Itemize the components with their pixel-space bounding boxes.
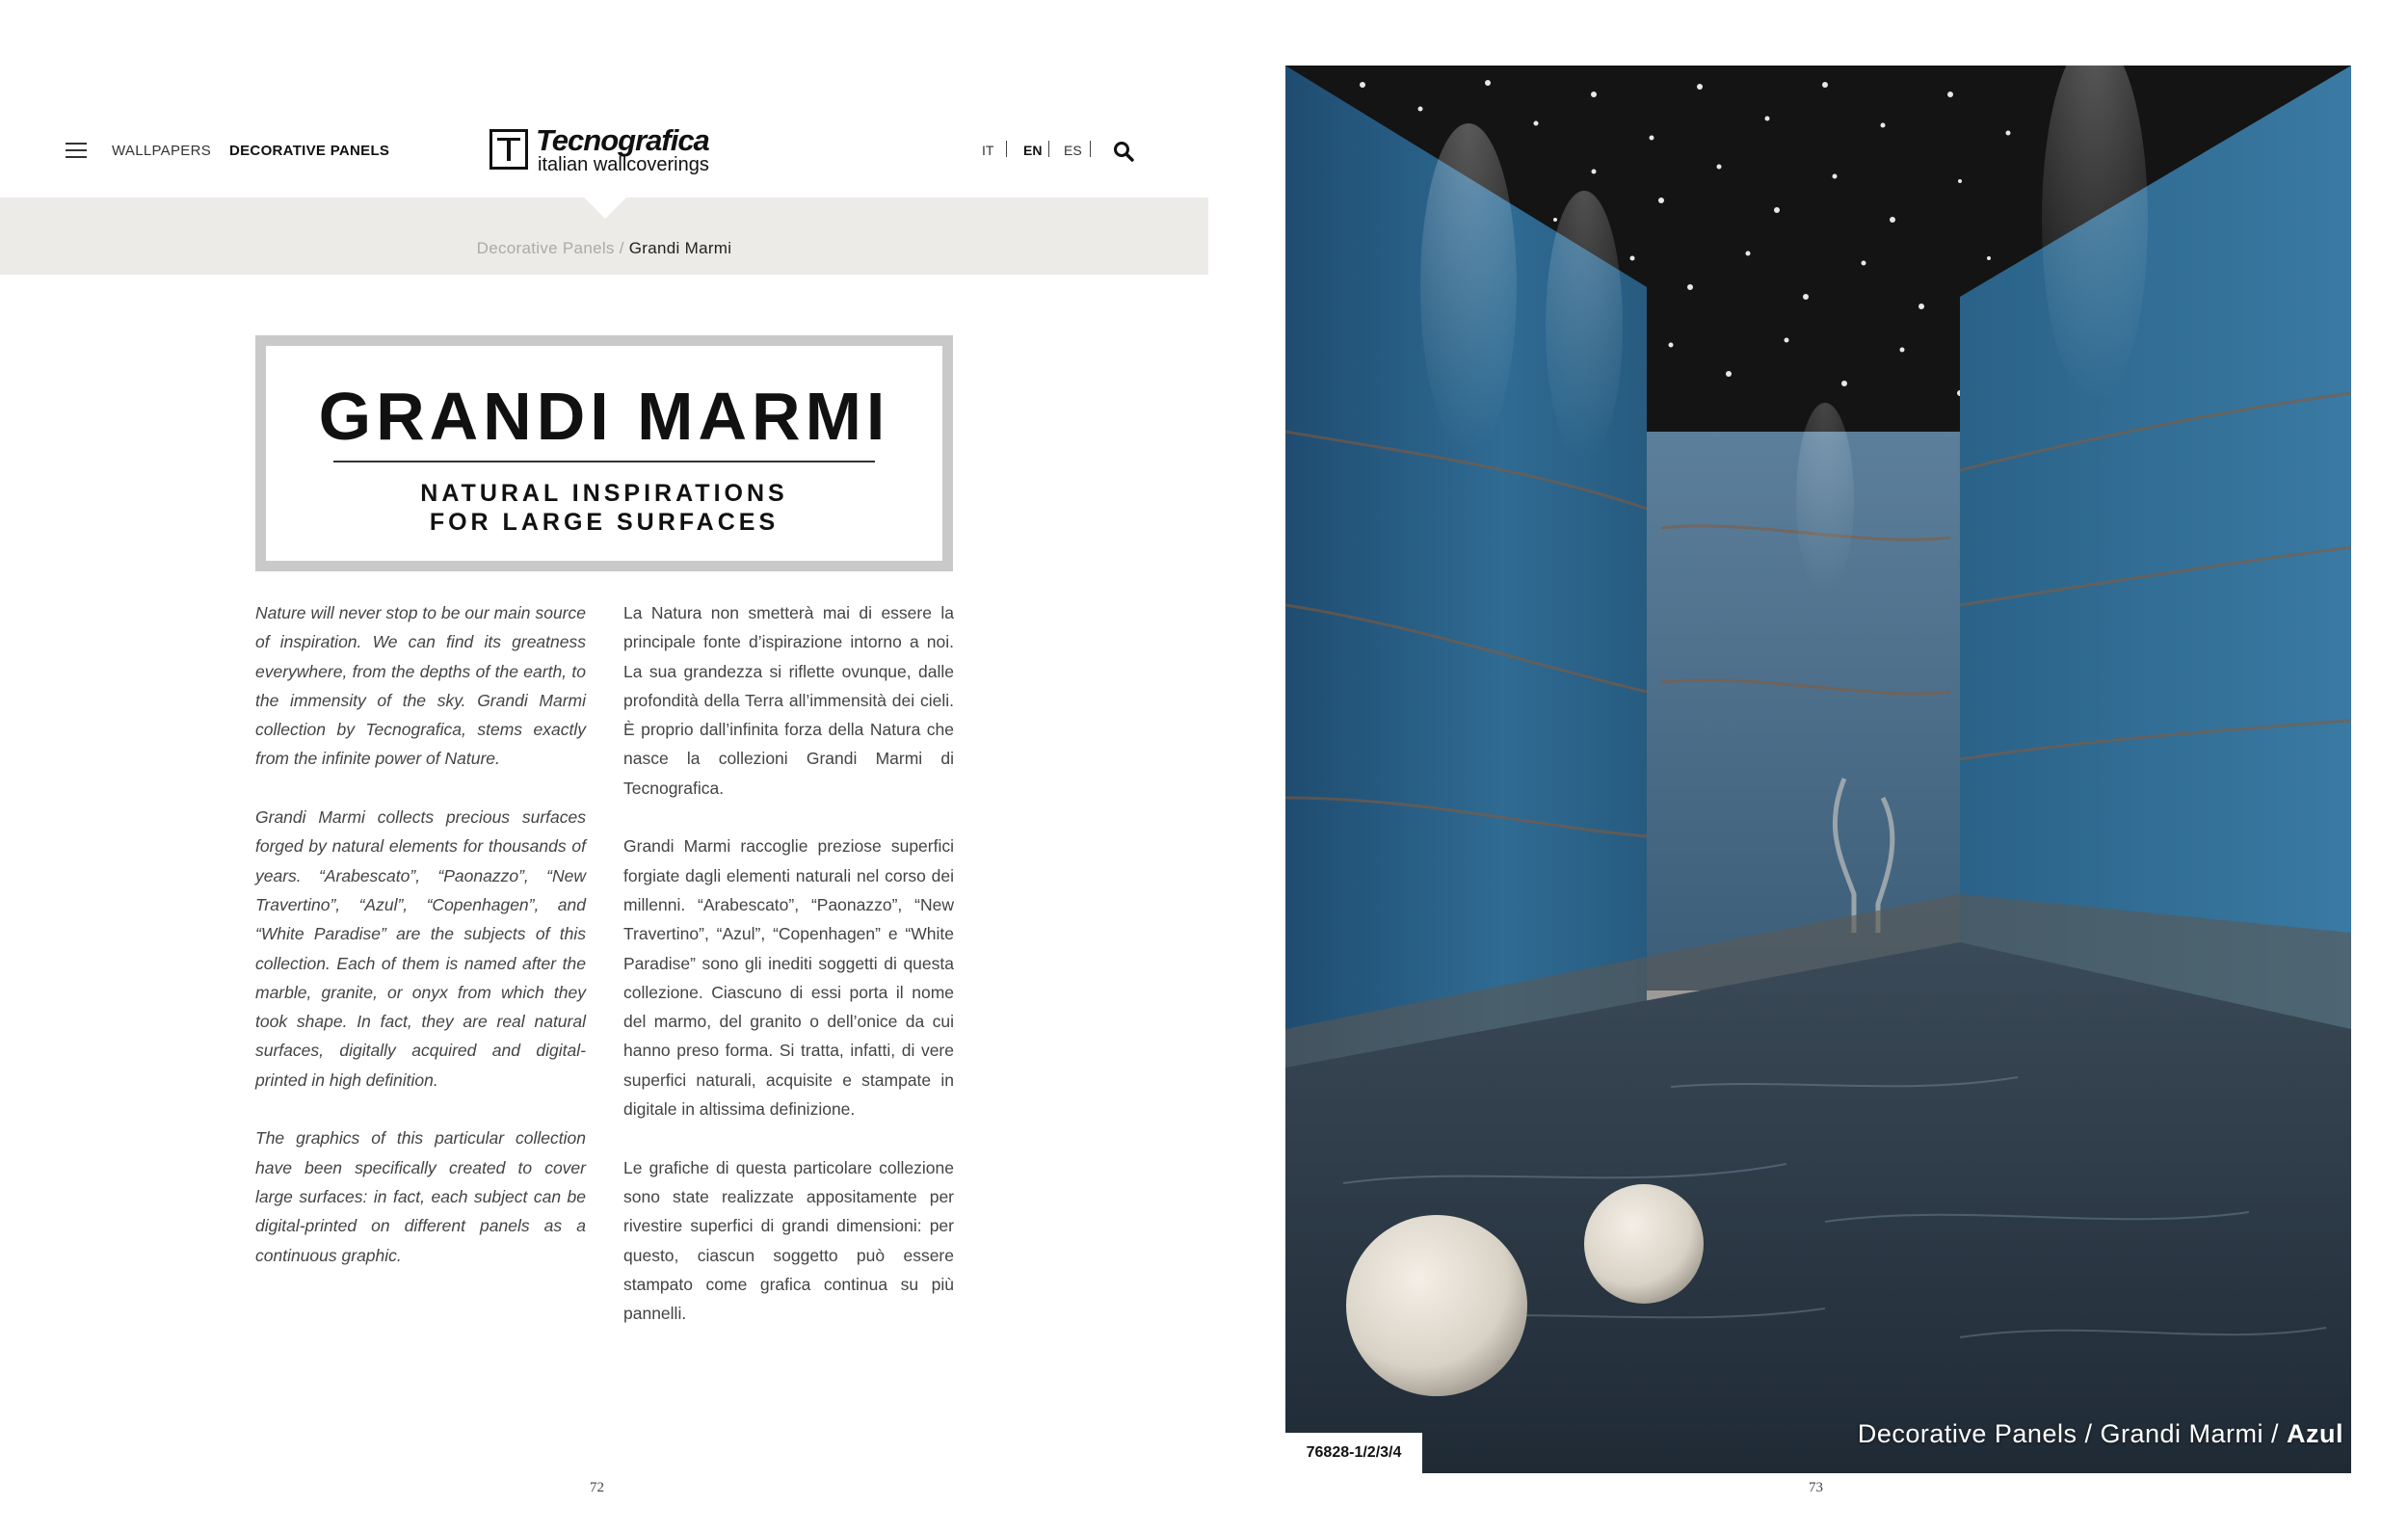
- breadcrumb-separator: /: [614, 239, 629, 257]
- english-text-column: [255, 598, 586, 1299]
- menu-icon[interactable]: [66, 143, 87, 158]
- en-paragraph: Grandi Marmi collects precious surfaces forged by natural elements for thousands of years. “Arabescato”, “Paonazzo”, “New Travertino”, “Azul”, “Copenhagen”, and “White Paradise” are the subjects of this collection. Each of them is named after the marble, granite, or onyx from which they took shape. In fact, they are real natural surfaces, digitally acquired and digital-printed in high definition.: [255, 807, 586, 1090]
- page-title: GRANDI MARMI: [318, 379, 890, 454]
- page-number-right: 73: [1809, 1480, 1823, 1495]
- lang-en[interactable]: EN: [1023, 143, 1043, 158]
- lang-divider: [1048, 141, 1049, 157]
- subtitle-line-1: NATURAL INSPIRATIONS: [420, 480, 788, 507]
- subtitle-line-2: FOR LARGE SURFACES: [429, 509, 780, 536]
- nav-wallpapers[interactable]: WALLPAPERS: [112, 143, 212, 159]
- en-paragraph: Nature will never stop to be our main source of inspiration. We can find its greatness everywhere, from the depths of the earth, to the immensity of the sky. Grandi Marmi collection by Tecnografica, stems exactly from the infinite power of Nature.: [255, 603, 586, 769]
- lang-it[interactable]: IT: [982, 143, 994, 158]
- page-number-left: 72: [590, 1480, 604, 1495]
- logo[interactable]: [490, 125, 730, 179]
- breadcrumb-root[interactable]: Decorative Panels: [476, 239, 615, 257]
- logo-mark-icon: [490, 129, 528, 170]
- lang-divider: [1090, 141, 1091, 157]
- photo-caption: [1858, 1419, 2343, 1449]
- small-sphere-lamp: [1584, 1184, 1704, 1304]
- it-paragraph: Grandi Marmi raccoglie preziose superfici forgiate dagli elementi naturali nel corso dei millenni. “Arabescato”, “Paonazzo”, “New Travertino”, “Azul”, “Copenhagen” e “White Paradise” sono gli inediti soggetti di questa collezione. Ciascuno di essi porta il nome del marmo, del granito o dell’onice da cui hanno preso forma. Si tratta, infatti, di vere superfici naturali, acquisite e stampate in digitale in altissima definizione.: [623, 836, 954, 1120]
- caption-variant: Azul: [2287, 1419, 2343, 1448]
- large-sphere-lamp: [1346, 1215, 1527, 1396]
- search-icon[interactable]: [1113, 141, 1134, 162]
- lang-divider: [1006, 141, 1007, 157]
- it-paragraph: Le grafiche di questa particolare collezione sono state realizzate appositamente per rivestire superfici di grandi dimensioni: per questo, ciascun soggetto può essere stampato come grafica continua su più pannelli.: [623, 1157, 954, 1324]
- logo-tagline: italian wallcoverings: [538, 154, 709, 175]
- breadcrumb: [0, 239, 1208, 258]
- lang-es[interactable]: ES: [1064, 143, 1082, 158]
- en-paragraph: The graphics of this particular collection have been specifically created to cover large surfaces: in fact, each subject can be digital-printed on different panels as a continuous graphic.: [255, 1128, 586, 1265]
- spa-pool-scene: [1285, 66, 2351, 1473]
- it-paragraph: La Natura non smetterà mai di essere la principale fonte d’ispirazione intorno a noi. La sua grandezza si riflette ovunque, dalle profondità della Terra all’immensità dei cieli. È proprio dall’infinita forza della Natura che nasce la collezioni Grandi Marmi di Tecnografica.: [623, 603, 954, 798]
- logo-name: Tecnografica: [536, 123, 709, 157]
- band-notch: [584, 198, 626, 219]
- product-photo: [1285, 66, 2351, 1473]
- page-subtitle: [255, 479, 953, 537]
- breadcrumb-current: Grandi Marmi: [628, 239, 732, 257]
- product-code: 76828-1/2/3/4: [1285, 1433, 1422, 1473]
- title-divider: [333, 461, 875, 462]
- nav-decorative-panels[interactable]: DECORATIVE PANELS: [229, 143, 390, 159]
- caption-path: Decorative Panels / Grandi Marmi /: [1857, 1419, 2287, 1448]
- italian-text-column: [623, 598, 954, 1358]
